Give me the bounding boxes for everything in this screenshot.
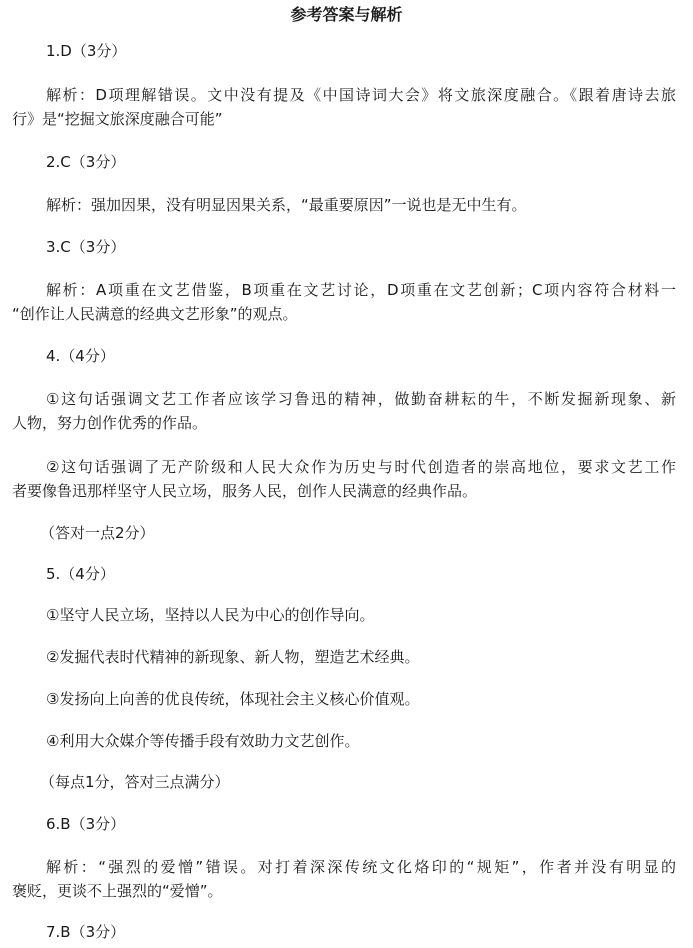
q3-answer: 3.C（3分） [46,238,126,256]
q5-point1: ①坚守人民立场，坚持以人民为中心的创作导向。 [46,606,375,624]
q4-answer: 4.（4分） [46,347,115,365]
q5-scoring-note: （每点1分，答对三点满分） [40,773,230,791]
page-title: 参考答案与解析 [290,5,403,24]
q7-answer: 7.B（3分） [46,923,126,941]
q2-analysis: 解析：强加因果，没有明显因果关系，“最重要原因”一说也是无中生有。 [46,196,527,214]
q6-analysis-line2: 褒贬，更谈不上强烈的“爱憎”。 [12,882,223,900]
q4-point2-line1: ②这句话强调了无产阶级和人民大众作为历史与时代创造者的崇高地位，要求文艺工作 [46,458,676,476]
q4-point1-line2: 人物，努力创作优秀的作品。 [12,414,208,432]
q5-point4: ④利用大众媒介等传播手段有效助力文艺创作。 [46,732,360,750]
q3-analysis-line1: 解析：A项重在文艺借鉴，B项重在文艺讨论，D项重在文艺创新；C项内容符合材料一 [46,281,676,299]
q3-analysis-line2: “创作让人民满意的经典文艺形象”的观点。 [12,305,298,323]
q4-point1-line1: ①这句话强调文艺工作者应该学习鲁迅的精神，做勤奋耕耘的牛，不断发掘新现象、新 [46,390,676,408]
q1-analysis-line1: 解析：D项理解错误。文中没有提及《中国诗词大会》将文旅深度融合。《跟着唐诗去旅 [46,86,676,104]
q1-answer: 1.D（3分） [46,42,127,60]
q4-scoring-note: （答对一点2分） [40,524,155,542]
q4-point2-line2: 者要像鲁迅那样坚守人民立场，服务人民，创作人民满意的经典作品。 [12,482,478,500]
q5-point2: ②发掘代表时代精神的新现象、新人物，塑造艺术经典。 [46,648,420,666]
q6-answer: 6.B（3分） [46,815,126,833]
q1-analysis-line2: 行》是“挖掘文旅深度融合可能” [12,110,223,128]
q5-point3: ③发扬向上向善的优良传统，体现社会主义核心价值观。 [46,690,420,708]
q2-answer: 2.C（3分） [46,153,126,171]
q6-analysis-line1: 解析：“强烈的爱憎”错误。对打着深深传统文化烙印的“规矩”，作者并没有明显的 [46,858,676,876]
q5-answer: 5.（4分） [46,565,115,583]
